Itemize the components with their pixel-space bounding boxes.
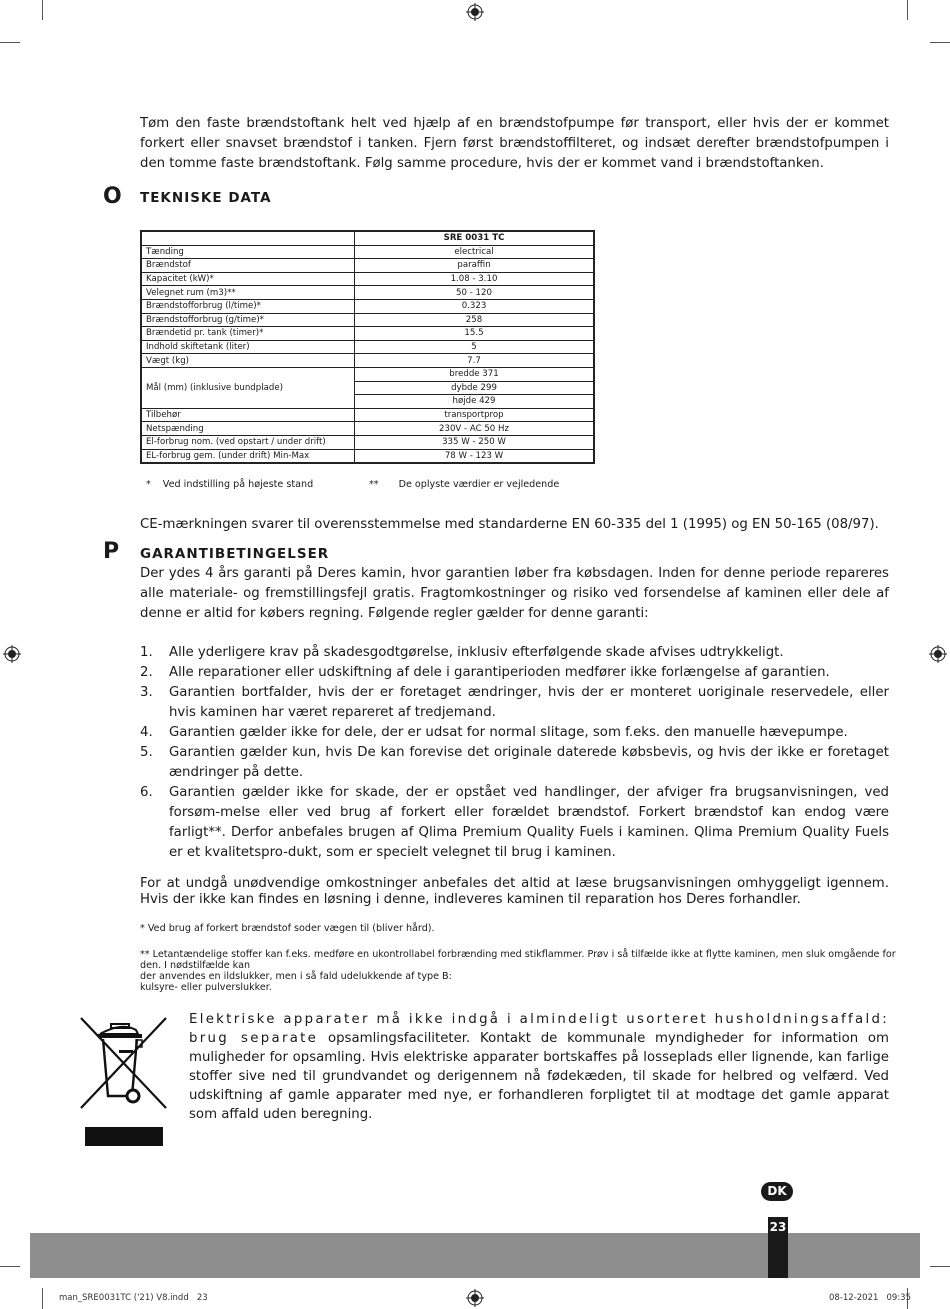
row-value: dybde 299: [355, 381, 595, 395]
row-value: 1.08 - 3.10: [355, 272, 595, 286]
registration-mark-icon: [466, 3, 484, 21]
row-label: Mål (mm) (inklusive bundplade): [141, 367, 355, 408]
list-item: [140, 743, 889, 783]
table-row: [141, 286, 594, 300]
item-number: 1.: [140, 645, 153, 660]
print-date: 08-12-2021 09:35: [829, 1293, 911, 1303]
crop-mark: [930, 1266, 950, 1267]
table-header-row: [141, 231, 594, 245]
row-label: Tænding: [141, 245, 355, 259]
row-value: bredde 371: [355, 367, 595, 381]
model-header: SRE 0031 TC: [355, 231, 595, 245]
footnote-2: [369, 479, 559, 490]
row-value: 230V - AC 50 Hz: [355, 422, 595, 436]
section-letter: P: [103, 539, 120, 564]
tech-data-table: [140, 230, 595, 464]
intro-paragraph: Tøm den faste brændstoftank helt ved hjælp af en brændstofpumpe før transport, eller hvis der er kommet forkert eller snavset brændstof i tanken. Fjern først brændstoffilteret, og indsæt derefter brændstofpumpen i den tomme faste brændstoftank. Følg samme procedure, hvis der er kommet vand i brændstoftanken.: [140, 116, 889, 171]
file-info: man_SRE0031TC ('21) V8.indd 23: [59, 1293, 208, 1303]
row-value: 258: [355, 313, 595, 327]
registration-mark-icon: [3, 645, 21, 663]
warranty-closing: For at undgå unødvendige omkostninger anbefales det altid at læse brugsanvisningen omhyggeligt igennem. Hvis der ikke kan findes en løsning i denne, indleveres kaminen til reparation hos Deres forhandler.: [140, 876, 889, 907]
table-row: [141, 299, 594, 313]
row-label: Brændetid pr. tank (timer)*: [141, 327, 355, 341]
row-value: 78 W - 123 W: [355, 449, 595, 463]
weee-text: opsamlingsfaciliteter. Kontakt de kommunale myndigheder for information om muligheder for opsamling. Hvis elektriske apparater bortskaffes på losseplads eller lignende, kan farlige stoffer sive ned til grundvandet og derigennem nå fødekæden, til skade for helbred og velfærd. Ved udskiftning af gamle apparater med nye, er forhandleren forpligtet til at modtage det gamle apparat som affald uden beregning.: [189, 1031, 890, 1122]
item-number: 6.: [140, 785, 153, 800]
note-line: der anvendes en ildslukker, men i så fald udelukkende af type B:: [140, 971, 452, 982]
item-text: Alle reparationer eller udskiftning af dele i garantiperioden medfører ikke forlængelse af garantien.: [169, 665, 830, 680]
note-2: [140, 949, 900, 993]
weee-paragraph: [189, 1010, 889, 1124]
row-value: 15.5: [355, 327, 595, 341]
row-value: 5: [355, 340, 595, 354]
table-row: [141, 435, 594, 449]
table-row: [141, 313, 594, 327]
row-label: Kapacitet (kW)*: [141, 272, 355, 286]
item-text: Garantien gælder kun, hvis De kan forevise det originale daterede købsbevis, og hvis der ikke er foretaget ændringer på dette.: [169, 745, 889, 780]
footnote-mark: *: [146, 479, 151, 490]
footnote-mark: **: [369, 479, 379, 490]
section-title: TEKNISKE DATA: [140, 190, 272, 206]
table-row: [141, 259, 594, 273]
row-value: transportprop: [355, 408, 595, 422]
item-text: Garantien gælder ikke for skade, der er opstået ved handlinger, der afviger fra brugsanvisningen, ved forsøm-melse eller ved brug af forkert eller forældet brændstof. Forkert brændstof kan endog være farligt**. Derfor anbefales brugen af Qlima Premium Quality Fuels i kaminen. Qlima Premium Quality Fuels er et kvalitetspro-dukt, som er specielt velegnet til brug i kaminen.: [169, 785, 889, 860]
section-letter: O: [103, 184, 122, 209]
crop-mark: [0, 1266, 20, 1267]
table-row: [141, 354, 594, 368]
list-item: [140, 663, 889, 683]
row-label: Netspænding: [141, 422, 355, 436]
weee-text: Elektriske apparater må ikke indgå i almindeligt usorteret husholdningsaffald: brug separate: [189, 1012, 889, 1046]
row-label: Indhold skiftetank (liter): [141, 340, 355, 354]
footnote-text: De oplyste værdier er vejledende: [398, 479, 560, 490]
item-number: 2.: [140, 665, 153, 680]
page-number: 23: [768, 1217, 788, 1278]
row-value: 335 W - 250 W: [355, 435, 595, 449]
crop-mark: [907, 0, 908, 20]
crop-mark: [42, 1288, 43, 1309]
footnote-1: [146, 479, 313, 490]
note-line: kulsyre- eller pulverslukker.: [140, 982, 272, 993]
row-label: Brændstof: [141, 259, 355, 273]
row-label: Velegnet rum (m3)**: [141, 286, 355, 300]
list-item: [140, 783, 889, 863]
registration-mark-icon: [466, 1289, 484, 1307]
row-value: electrical: [355, 245, 595, 259]
table-row: [141, 245, 594, 259]
language-badge: DK: [761, 1182, 793, 1201]
crop-mark: [930, 42, 950, 43]
row-value: paraffin: [355, 259, 595, 273]
table-row: [141, 367, 594, 381]
item-text: Garantien gælder ikke for dele, der er udsat for normal slitage, som f.eks. den manuelle hævepumpe.: [169, 725, 848, 740]
row-label: Vægt (kg): [141, 354, 355, 368]
note-1: * Ved brug af forkert brændstof soder vægen til (bliver hård).: [140, 923, 435, 934]
item-number: 4.: [140, 725, 153, 740]
item-text: Garantien bortfalder, hvis der er foretaget ændringer, hvis der er monteret uoriginale reservedele, eller hvis kaminen har været repareret af tredjemand.: [169, 685, 889, 720]
table-row: [141, 449, 594, 463]
warranty-intro: Der ydes 4 års garanti på Deres kamin, hvor garantien løber fra købsdagen. Inden for denne periode repareres alle materiale- og fremstillingsfejl gratis. Fragtomkostninger og risiko ved forsendelse af kaminen eller dele af denne er altid for købers regning. Følgende regler gælder for denne garanti:: [140, 566, 889, 621]
footnote-text: Ved indstilling på højeste stand: [162, 479, 314, 490]
registration-mark-icon: [929, 645, 947, 663]
row-label: Tilbehør: [141, 408, 355, 422]
list-item: [140, 723, 889, 743]
row-value: 50 - 120: [355, 286, 595, 300]
table-row: [141, 340, 594, 354]
crossed-bin-icon: [78, 1012, 170, 1150]
table-row: [141, 408, 594, 422]
row-value: højde 429: [355, 395, 595, 409]
section-title: GARANTIBETINGELSER: [140, 546, 330, 562]
row-label: Brændstofforbrug (g/time)*: [141, 313, 355, 327]
table-row: [141, 327, 594, 341]
crop-mark: [0, 42, 20, 43]
row-value: 0.323: [355, 299, 595, 313]
list-item: [140, 683, 889, 723]
item-text: Alle yderligere krav på skadesgodtgørelse, inklusiv efterfølgende skade afvises udtrykkeligt.: [169, 645, 784, 660]
row-label: EL-forbrug gem. (under drift) Min-Max: [141, 449, 355, 463]
item-number: 5.: [140, 745, 153, 760]
warranty-list: [140, 643, 889, 863]
crop-mark: [42, 0, 43, 20]
row-label: Brændstofforbrug (l/time)*: [141, 299, 355, 313]
table-row: [141, 272, 594, 286]
row-label: El-forbrug nom. (ved opstart / under drift): [141, 435, 355, 449]
row-value: 7.7: [355, 354, 595, 368]
ce-statement: CE-mærkningen svarer til overensstemmelse med standarderne EN 60-335 del 1 (1995) og EN 50-165 (08/97).: [140, 517, 879, 532]
note-line: ** Letantændelige stoffer kan f.eks. medføre en ukontrollabel forbrænding med stikflammer. Prøv i så tilfælde ikke at flytte kaminen, men sluk omgående for den. I nødstilfælde kan: [140, 949, 896, 971]
item-number: 3.: [140, 685, 153, 700]
list-item: [140, 643, 889, 663]
table-row: [141, 422, 594, 436]
